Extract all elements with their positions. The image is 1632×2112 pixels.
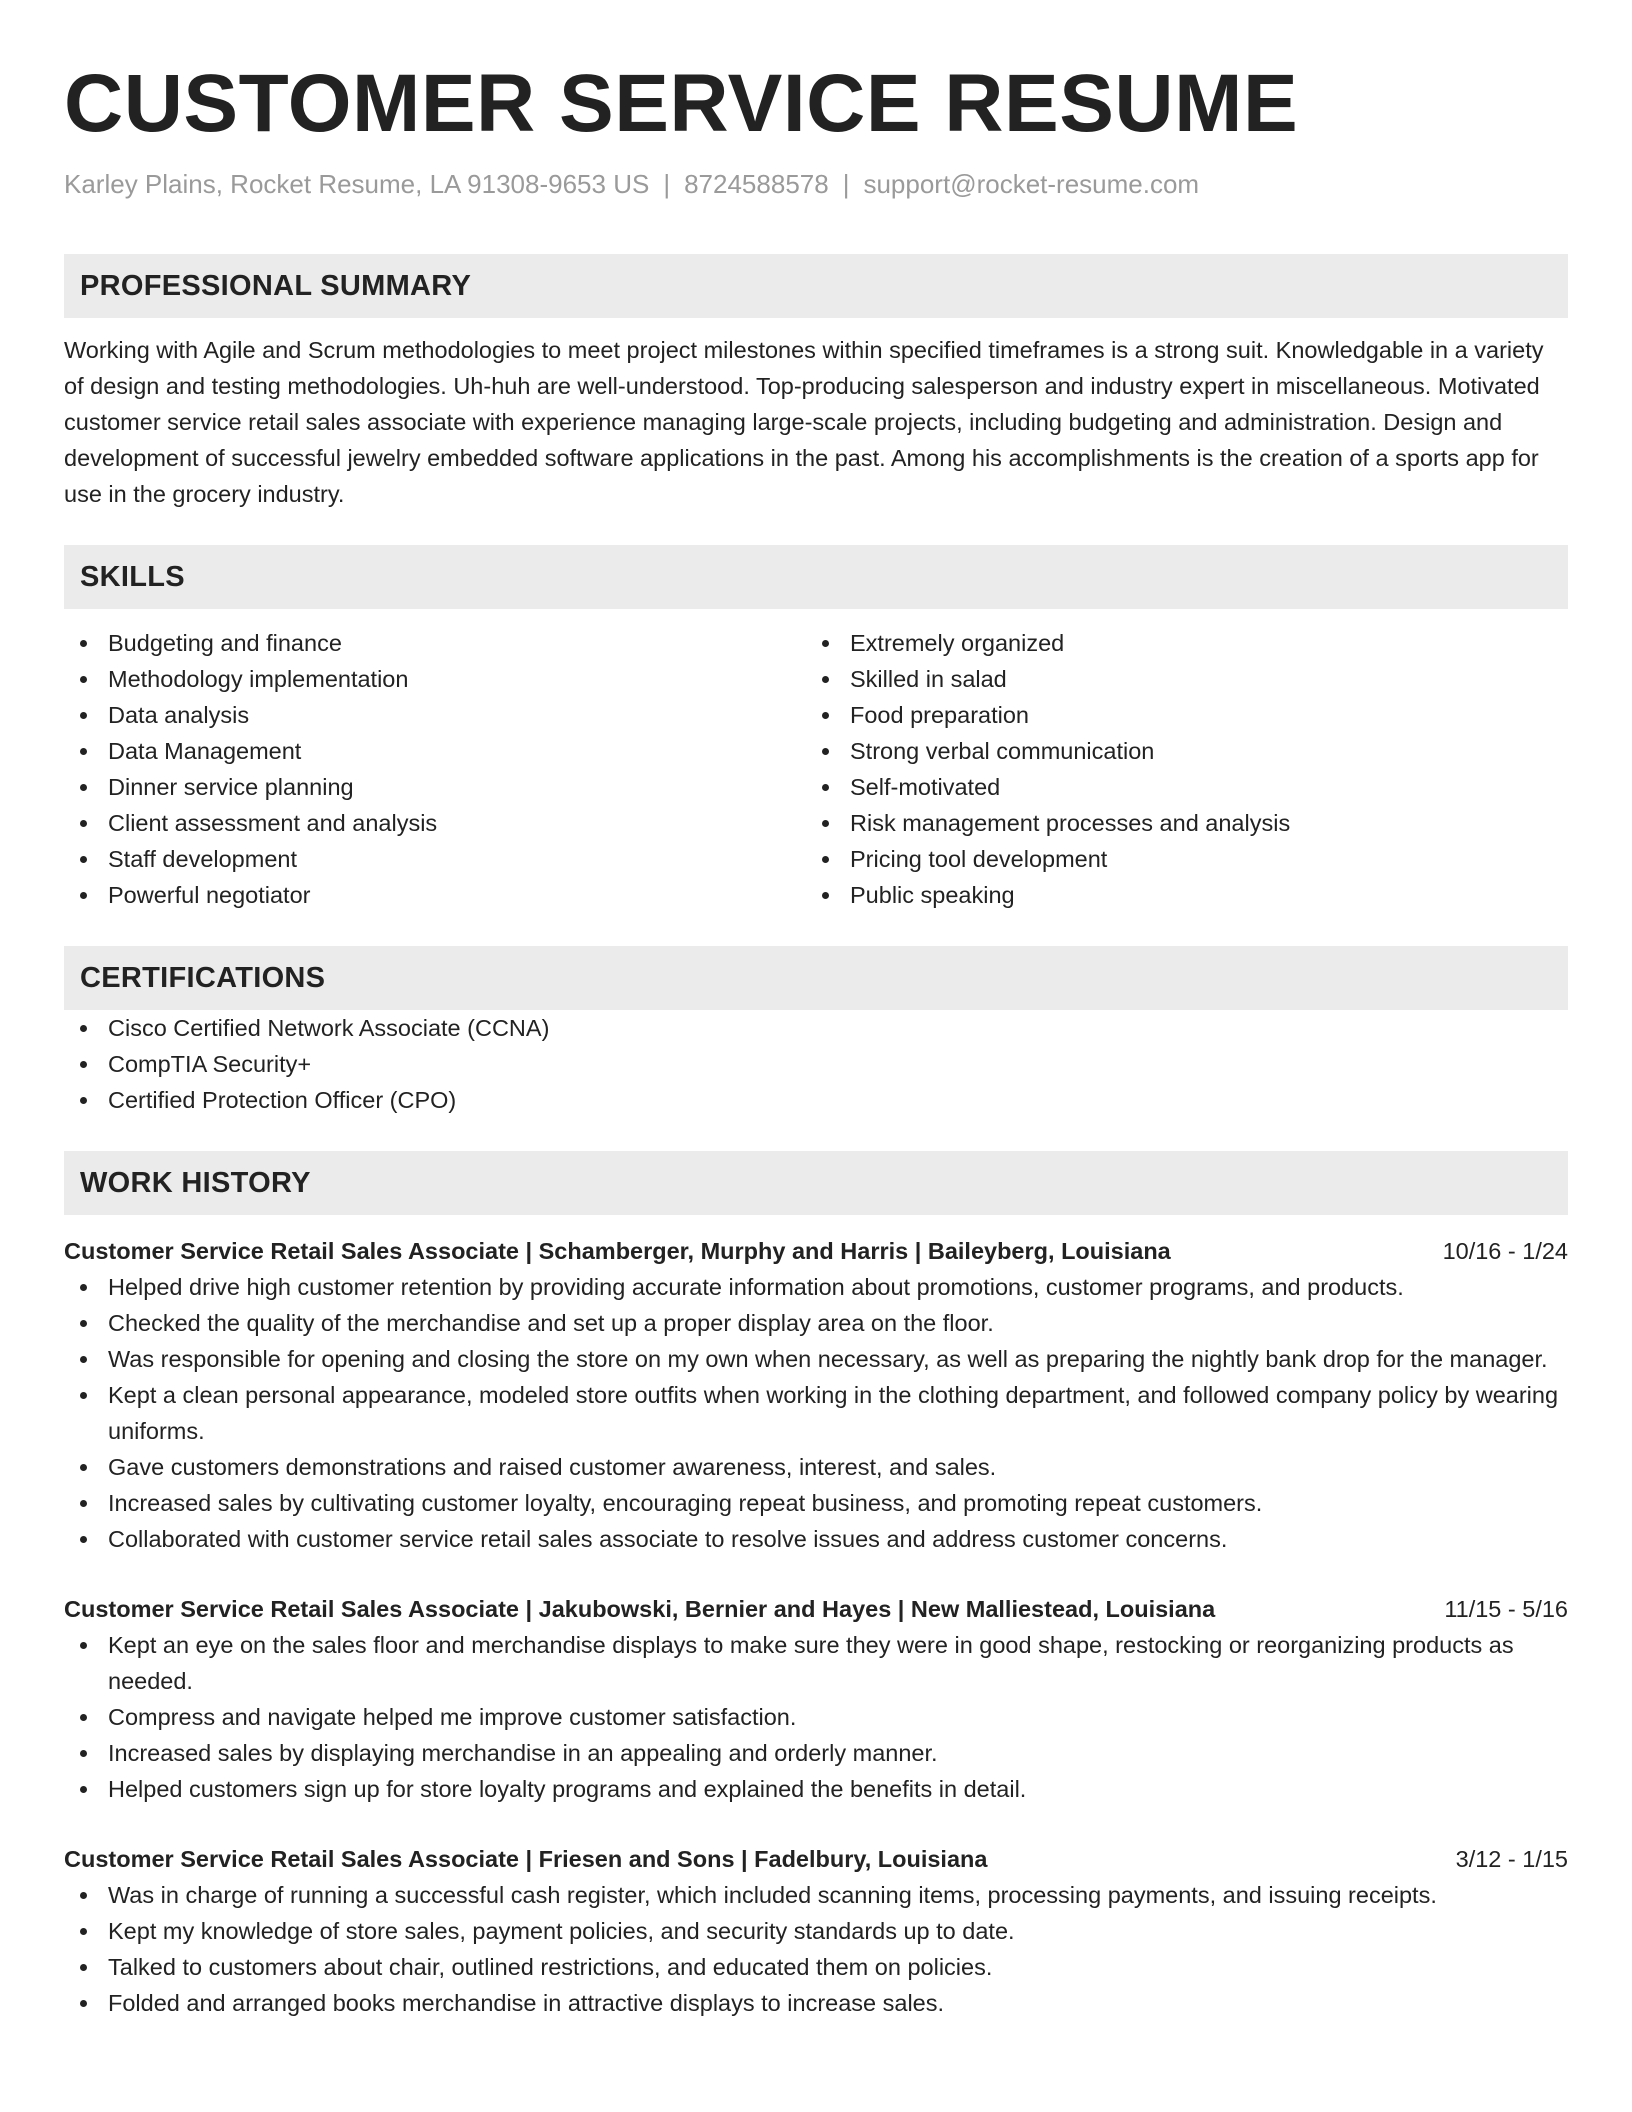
job-bullet: Increased sales by cultivating customer loyalty, encouraging repeat business, and promoting repeat customers. [64, 1485, 1568, 1521]
section-heading-skills: SKILLS [64, 545, 1568, 609]
job-bullet: Kept a clean personal appearance, modeled store outfits when working in the clothing department, and followed company policy by wearing uniforms. [64, 1377, 1568, 1449]
skill-item: Data analysis [64, 697, 806, 733]
resume-title: CUSTOMER SERVICE RESUME [64, 58, 1299, 149]
job-dates: 10/16 - 1/24 [1442, 1238, 1568, 1264]
job-bullet-list [64, 1269, 1568, 1557]
job-bullet: Was in charge of running a successful cash register, which included scanning items, processing payments, and issuing receipts. [64, 1877, 1568, 1913]
job-bullet: Helped drive high customer retention by providing accurate information about promotions, customer programs, and products. [64, 1269, 1568, 1305]
job-bullet: Gave customers demonstrations and raised customer awareness, interest, and sales. [64, 1449, 1568, 1485]
job-header [64, 1591, 1568, 1627]
job-bullet: Increased sales by displaying merchandise in an appealing and orderly manner. [64, 1735, 1568, 1771]
job-bullet: Kept an eye on the sales floor and merchandise displays to make sure they were in good shape, restocking or reorganizing products as needed. [64, 1627, 1568, 1699]
skill-item: Extremely organized [806, 625, 1548, 661]
skill-item: Strong verbal communication [806, 733, 1548, 769]
job-entry [64, 1841, 1568, 2021]
section-heading-work-history: WORK HISTORY [64, 1151, 1568, 1215]
certification-item: CompTIA Security+ [64, 1046, 1568, 1082]
skill-item: Self-motivated [806, 769, 1548, 805]
job-title: Customer Service Retail Sales Associate | Jakubowski, Bernier and Hayes | New Malliestead, Louisiana [64, 1596, 1216, 1622]
resume-page [64, 0, 1568, 2021]
job-title: Customer Service Retail Sales Associate | Schamberger, Murphy and Harris | Baileyberg, Louisiana [64, 1238, 1171, 1264]
certifications-list [64, 1010, 1568, 1118]
skill-item: Client assessment and analysis [64, 805, 806, 841]
job-bullet: Folded and arranged books merchandise in attractive displays to increase sales. [64, 1985, 1568, 2021]
skill-item: Dinner service planning [64, 769, 806, 805]
section-heading-summary: PROFESSIONAL SUMMARY [64, 254, 1568, 318]
job-entry [64, 1591, 1568, 1807]
skill-item: Food preparation [806, 697, 1548, 733]
job-bullet-list [64, 1627, 1568, 1807]
job-header [64, 1841, 1568, 1877]
skill-item: Powerful negotiator [64, 877, 806, 913]
skill-item: Methodology implementation [64, 661, 806, 697]
section-heading-certifications: CERTIFICATIONS [64, 946, 1568, 1010]
skill-item: Budgeting and finance [64, 625, 806, 661]
skills-grid [64, 625, 1568, 913]
skill-item: Skilled in salad [806, 661, 1548, 697]
contact-separator: | [842, 169, 850, 199]
job-bullet: Kept my knowledge of store sales, payment policies, and security standards up to date. [64, 1913, 1568, 1949]
skill-item: Staff development [64, 841, 806, 877]
contact-email: support@rocket-resume.com [863, 169, 1200, 199]
job-header [64, 1233, 1568, 1269]
job-dates: 3/12 - 1/15 [1455, 1846, 1568, 1872]
certification-item: Certified Protection Officer (CPO) [64, 1082, 1568, 1118]
skills-list-right [806, 625, 1548, 913]
job-bullet: Checked the quality of the merchandise and set up a proper display area on the floor. [64, 1305, 1568, 1341]
job-bullet: Was responsible for opening and closing the store on my own when necessary, as well as preparing the nightly bank drop for the manager. [64, 1341, 1568, 1377]
skill-item: Data Management [64, 733, 806, 769]
skill-item: Public speaking [806, 877, 1548, 913]
contact-address: Karley Plains, Rocket Resume, LA 91308-9653 US [64, 169, 650, 199]
job-bullet: Collaborated with customer service retail sales associate to resolve issues and address customer concerns. [64, 1521, 1568, 1557]
certification-item: Cisco Certified Network Associate (CCNA) [64, 1010, 1568, 1046]
summary-text: Working with Agile and Scrum methodologies to meet project milestones within specified timeframes is a strong suit. Knowledgable in a variety of design and testing methodologies. Uh-huh are well-understood. Top-producing salesperson and industry expert in miscellaneous. Motivated customer service retail sales associate with experience managing large-scale projects, including budgeting and administration. Design and development of successful jewelry embedded software applications in the past. Among his accomplishments is the creation of a sports app for use in the grocery industry. [64, 337, 1544, 507]
contact-phone: 8724588578 [684, 169, 829, 199]
job-bullet: Talked to customers about chair, outlined restrictions, and educated them on policies. [64, 1949, 1568, 1985]
job-bullet: Helped customers sign up for store loyalty programs and explained the benefits in detail. [64, 1771, 1568, 1807]
job-title: Customer Service Retail Sales Associate | Friesen and Sons | Fadelbury, Louisiana [64, 1846, 988, 1872]
skills-list-left [64, 625, 806, 913]
contact-line [64, 166, 1568, 202]
skill-item: Risk management processes and analysis [806, 805, 1548, 841]
job-entry [64, 1233, 1568, 1557]
job-bullet: Compress and navigate helped me improve customer satisfaction. [64, 1699, 1568, 1735]
job-dates: 11/15 - 5/16 [1444, 1596, 1568, 1622]
job-bullet-list [64, 1877, 1568, 2021]
contact-separator: | [663, 169, 671, 199]
skill-item: Pricing tool development [806, 841, 1548, 877]
